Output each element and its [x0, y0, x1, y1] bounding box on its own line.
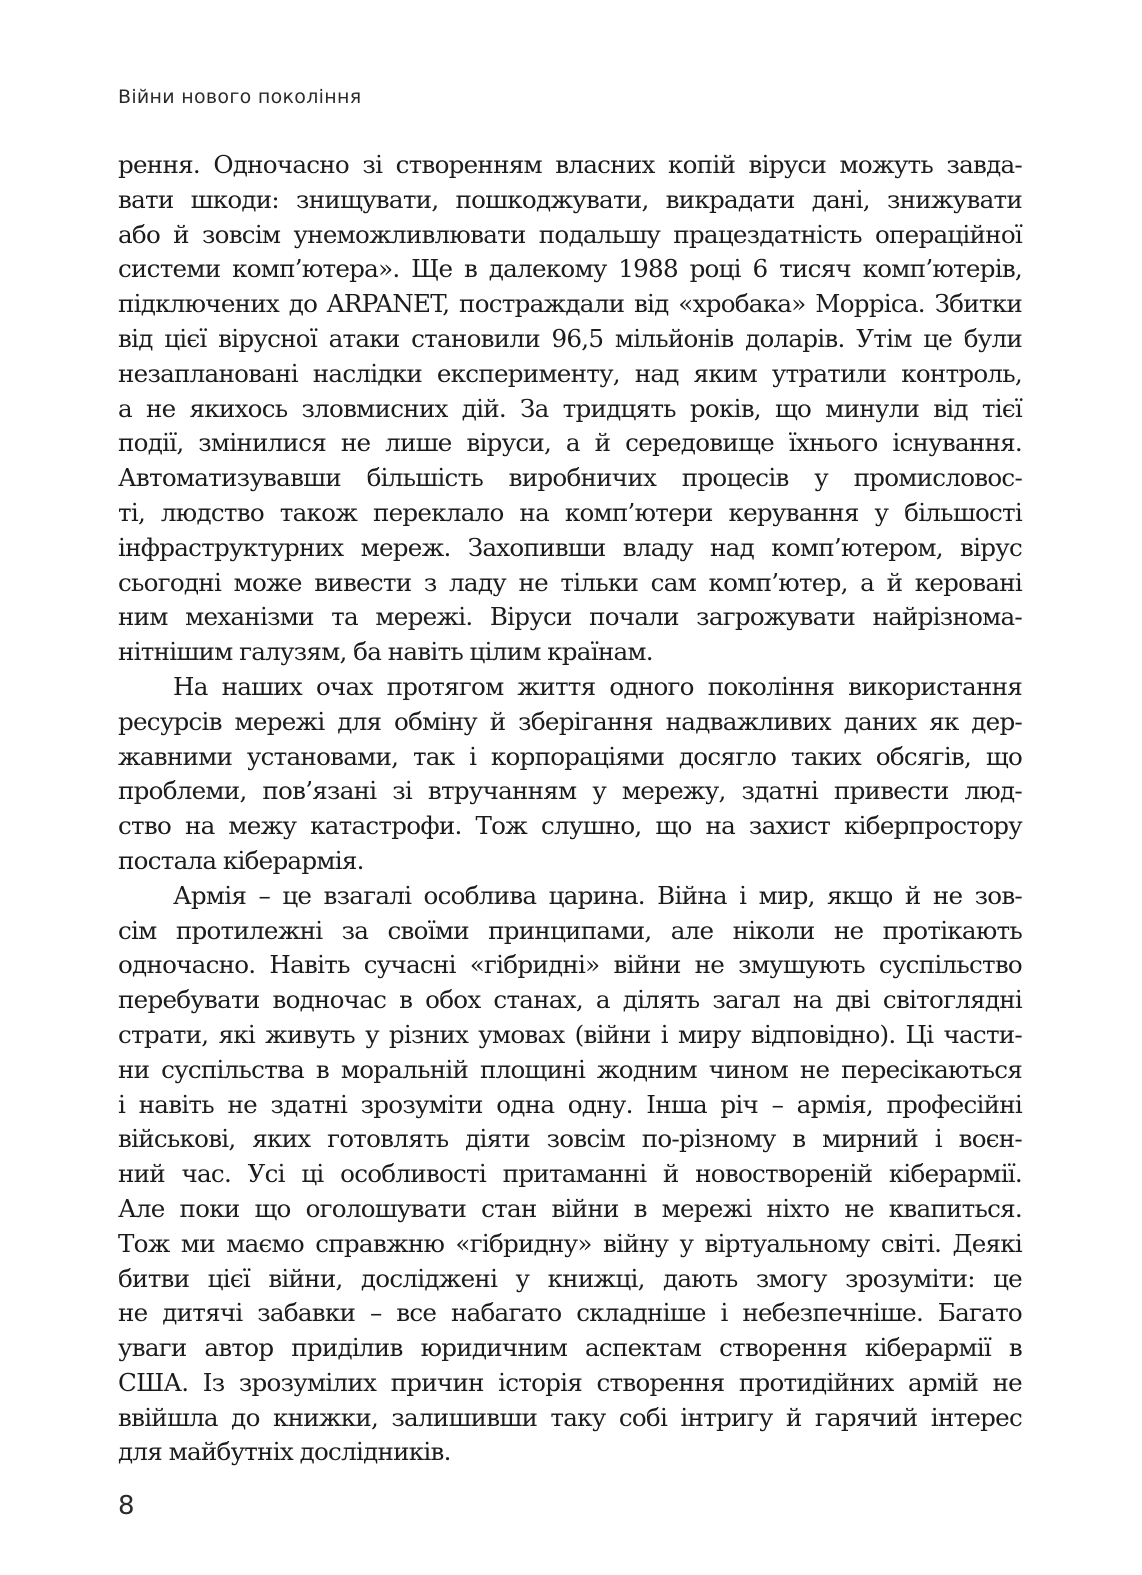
text-line: постала кіберармія.: [118, 845, 364, 875]
text-line: рення. Одночасно зі створенням власних копій віруси можуть завда-: [118, 150, 1022, 179]
text-line: Тож ми маємо справжню «гібридну» війну у віртуальному світі. Деякі: [118, 1228, 1022, 1258]
text-line: а не якихось зловмисних дій. За тридцять років, що минули від тієї: [118, 393, 1022, 423]
text-line: ний час. Усі ці особливості притаманні й новоствореній кіберармії.: [118, 1159, 1022, 1189]
text-line: сьогодні може вивести з ладу не тільки сам комп’ютер, а й керовані: [118, 567, 1022, 597]
text-line: жавними установами, так і корпораціями досягло таких обсягів, що: [118, 741, 1022, 771]
paragraph-1: [118, 148, 1022, 670]
text-line: не дитячі забавки – все набагато складніше і небезпечніше. Багато: [118, 1298, 1022, 1328]
text-line: незаплановані наслідки експерименту, над яким утратили контроль,: [118, 358, 1022, 388]
text-line: Армія – це взагалі особлива царина. Війна і мир, якщо й не зов-: [173, 880, 1022, 910]
text-line: від цієї вірусної атаки становили 96,5 мільйонів доларів. Утім це були: [118, 323, 1022, 353]
text-line: страти, які живуть у різних умовах (війни і миру відповідно). Ці части-: [118, 1019, 1022, 1049]
text-line: інфраструктурних мереж. Захопивши владу над комп’ютером, вірус: [118, 532, 1022, 562]
text-line: проблеми, пов’язані зі втручанням у мережу, здатні привести люд-: [118, 776, 1022, 806]
text-line: ство на межу катастрофи. Тож слушно, що на захист кіберпростору: [118, 811, 1022, 841]
text-line: сім протилежні за своїми принципами, але ніколи не протікають: [118, 915, 1022, 945]
text-line: військові, яких готовлять діяти зовсім по-різному в мирний і воєн-: [118, 1124, 1022, 1154]
text-line: нітнішим галузям, ба навіть цілим країнам.: [118, 637, 653, 667]
text-line: ввійшла до книжки, залишивши таку собі інтригу й гарячий інтерес: [118, 1402, 1022, 1432]
text-line: Але поки що оголошувати стан війни в мережі ніхто не квапиться.: [118, 1193, 1022, 1223]
text-line: і навіть не здатні зрозуміти одна одну. Інша річ – армія, професійні: [118, 1089, 1022, 1119]
text-line: вати шкоди: знищувати, пошкоджувати, викрадати дані, знижувати: [118, 184, 1022, 214]
text-line: підключених до ARPANET, постраждали від «хробака» Морріса. Збитки: [118, 289, 1022, 319]
running-head: Війни нового покоління: [118, 86, 362, 108]
text-line: уваги автор приділив юридичним аспектам створення кіберармії в: [118, 1333, 1022, 1363]
text-line: ресурсів мережі для обміну й зберігання надважливих даних як дер-: [118, 706, 1022, 736]
text-line: ним механізми та мережі. Віруси почали загрожувати найрізнома-: [118, 602, 1022, 632]
text-line: На наших очах протягом життя одного покоління використання: [173, 671, 1022, 701]
paragraph-2: [118, 670, 1022, 879]
text-line: для майбутніх дослідників.: [118, 1437, 451, 1467]
text-line: ни суспільства в моральній площині жодним чином не пересікаються: [118, 1054, 1022, 1084]
text-line: події, змінилися не лише віруси, а й середовище їхнього існування.: [118, 428, 1022, 458]
body-text: [118, 148, 1022, 1470]
text-line: одночасно. Навіть сучасні «гібридні» війни не змушують суспільство: [118, 950, 1022, 980]
text-line: або й зовсім унеможливлювати подальшу працездатність операційної: [118, 219, 1022, 249]
paragraph-3: [118, 879, 1022, 1471]
text-line: перебувати водночас в обох станах, а ділять загал на дві світоглядні: [118, 985, 1022, 1015]
text-line: ті, людство також переклало на комп’ютери керування у більшості: [118, 497, 1022, 527]
text-line: битви цієї війни, досліджені у книжці, дають змогу зрозуміти: це: [118, 1263, 1022, 1293]
text-line: Автоматизувавши більшість виробничих процесів у промисловос-: [118, 463, 1022, 493]
page-number: 8: [118, 1491, 135, 1521]
text-line: США. Із зрозумілих причин історія створення протидійних армій не: [118, 1367, 1022, 1397]
text-line: системи комп’ютера». Ще в далекому 1988 році 6 тисяч комп’ютерів,: [118, 254, 1022, 284]
